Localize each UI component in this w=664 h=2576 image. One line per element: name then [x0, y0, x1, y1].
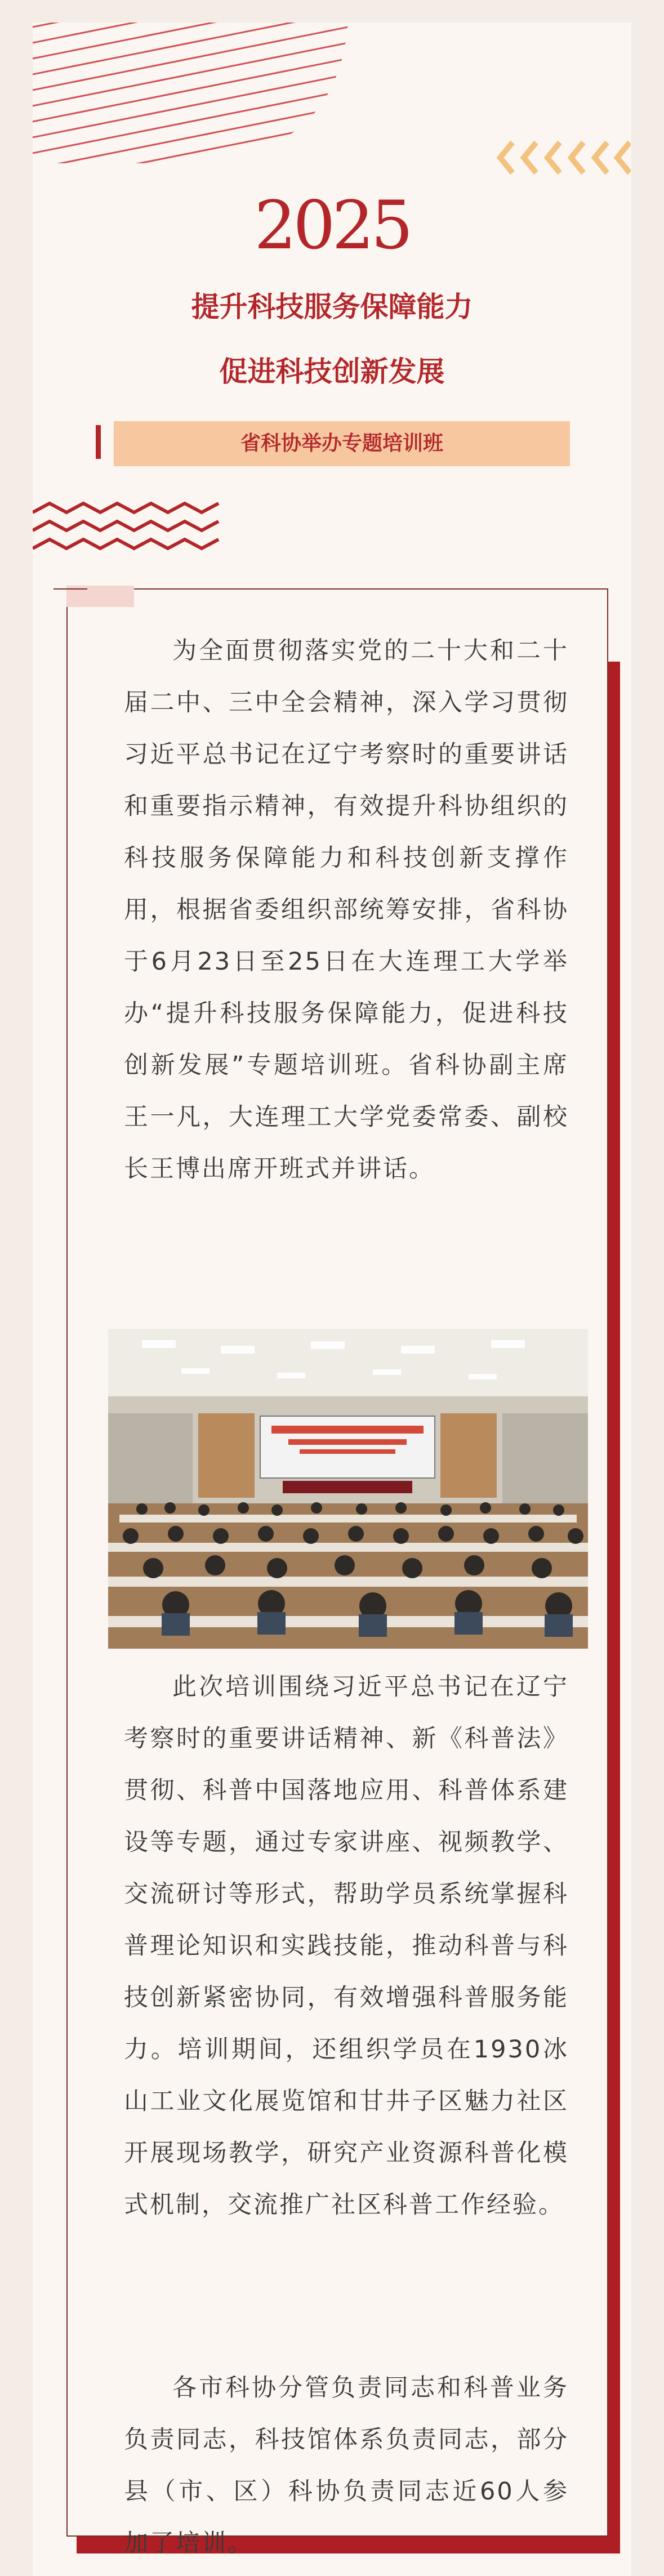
page-bottom	[33, 2559, 631, 2576]
article-paragraph-1: 为全面贯彻落实党的二十大和二十届二中、三中全会精神，深入学习贯彻习近平总书记在辽宁考察时的重要讲话和重要指示精神，有效提升科协组织的科技服务保障能力和科技创新支撑作用，根据省委组织部统筹安排，省科协于6月23日至25日在大连理工大学举办“提升科技服务保障能力，促进科技创新发展”专题培训班。省科协副主席王一凡，大连理工大学党委常委、副校长王博出席开班式并讲话。	[124, 637, 569, 1183]
title-line-2: 促进科技创新发展	[219, 355, 445, 388]
card-corner-line	[54, 588, 87, 590]
banner-accent-bar	[96, 425, 101, 459]
article-paragraph-3: 各市科协分管负责同志和科普业务负责同志，科技馆体系负责同志，部分县（市、区）科协负责同志近60人参加了培训。	[124, 2374, 569, 2557]
year-heading: 2025	[254, 186, 410, 264]
decorative-stripes	[33, 23, 348, 163]
training-session-photo	[108, 1329, 588, 1649]
wave-decoration	[33, 495, 224, 563]
subtitle-banner: 省科协举办专题培训班	[114, 421, 570, 466]
chevron-decoration-icon	[496, 138, 631, 177]
title-line-1: 提升科技服务保障能力	[191, 291, 473, 323]
article-paragraph-2: 此次培训围绕习近平总书记在辽宁考察时的重要讲话精神、新《科普法》贯彻、科普中国落地应用、科普体系建设等专题，通过专家讲座、视频教学、交流研讨等形式，帮助学员系统掌握科普理论知识和实践技能，推动科普与科技创新紧密协同，有效增强科普服务能力。培训期间，还组织学员在1930冰山工业文化展览馆和甘井子区魅力社区开展现场教学，研究产业资源科普化模式机制，交流推广社区科普工作经验。	[124, 1673, 569, 2219]
